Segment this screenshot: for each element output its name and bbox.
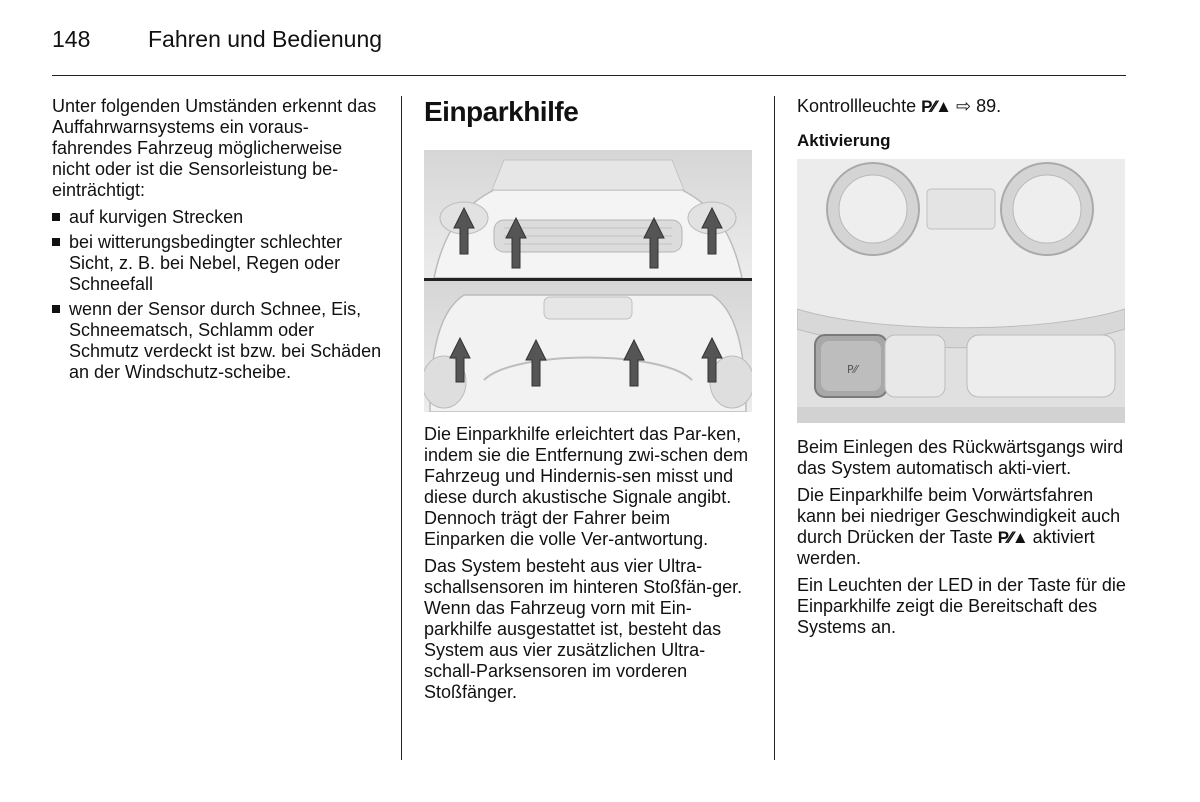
- led-paragraph: Ein Leuchten der LED in der Taste für die Einparkhilfe zeigt die Bereitschaft des Systems an.: [797, 575, 1126, 637]
- parking-assist-icon: P⁄⁄▲: [921, 97, 951, 116]
- condition-list: [52, 207, 382, 383]
- section-heading: Einparkhilfe: [424, 96, 579, 127]
- parking-button-illustration: [797, 159, 1125, 423]
- column-divider: [774, 96, 775, 760]
- page-number: 148: [52, 26, 91, 52]
- page-reference-arrow-icon: ⇨: [955, 96, 972, 116]
- intro-paragraph: Die Einparkhilfe erleichtert das Par-ken, indem sie die Entfernung zwi-schen dem Fahrzeug und Hindernis-sen misst und diese durch akustische Signale angibt. Dennoch trägt der Fahrer beim Einparken die volle Ver-antwortung.: [424, 424, 749, 549]
- chapter-title: Fahren und Bedienung: [148, 26, 383, 52]
- activation-paragraph: Beim Einlegen des Rückwärtsgangs wird das System automatisch akti-viert.: [797, 437, 1124, 478]
- list-item: wenn der Sensor durch Schnee, Eis, Schneematsch, Schlamm oder Schmutz verdeckt ist bzw. bei Schäden an der Windschutz-scheibe.: [52, 299, 382, 383]
- column-right: [797, 96, 1127, 644]
- page-reference[interactable]: 89.: [976, 96, 1002, 116]
- parking-assist-icon: P⁄⁄▲: [997, 528, 1028, 547]
- square-bullet-icon: [52, 305, 60, 313]
- column-left: [52, 96, 382, 387]
- column-divider: [401, 96, 402, 760]
- list-item: bei witterungsbedingter schlechter Sicht, z. B. bei Nebel, Regen oder Schneefall: [52, 232, 382, 295]
- sensor-location-illustration: [424, 150, 752, 412]
- button-paragraph: Die Einparkhilfe beim Vorwärtsfahren kann bei niedriger Geschwindigkeit auch durch Drücken der Taste P⁄⁄▲ aktiviert werden.: [797, 485, 1121, 568]
- indicator-line: Kontrollleuchte P⁄⁄▲ ⇨ 89.: [797, 96, 1002, 116]
- square-bullet-icon: [52, 238, 60, 246]
- list-item: auf kurvigen Strecken: [52, 207, 382, 228]
- square-bullet-icon: [52, 213, 60, 221]
- system-paragraph: Das System besteht aus vier Ultra-schallsensoren im hinteren Stoßfän-ger. Wenn das Fahrzeug vorn mit Ein-parkhilfe ausgestattet ist, besteht das System aus vier zusätzlichen Ultra-schall-Parksensoren im vorderen Stoßfänger.: [424, 556, 743, 702]
- intro-paragraph: Unter folgenden Umständen erkennt das Auffahrwarnsystems ein voraus-fahrendes Fahrzeug möglicherweise nicht oder ist die Sensorleistung be-einträchtigt:: [52, 96, 377, 200]
- subheading: Aktivierung: [797, 131, 891, 150]
- header-rule: [52, 75, 1126, 76]
- column-middle: [424, 96, 754, 709]
- svg-text:P⁄⁄: P⁄⁄: [847, 363, 858, 376]
